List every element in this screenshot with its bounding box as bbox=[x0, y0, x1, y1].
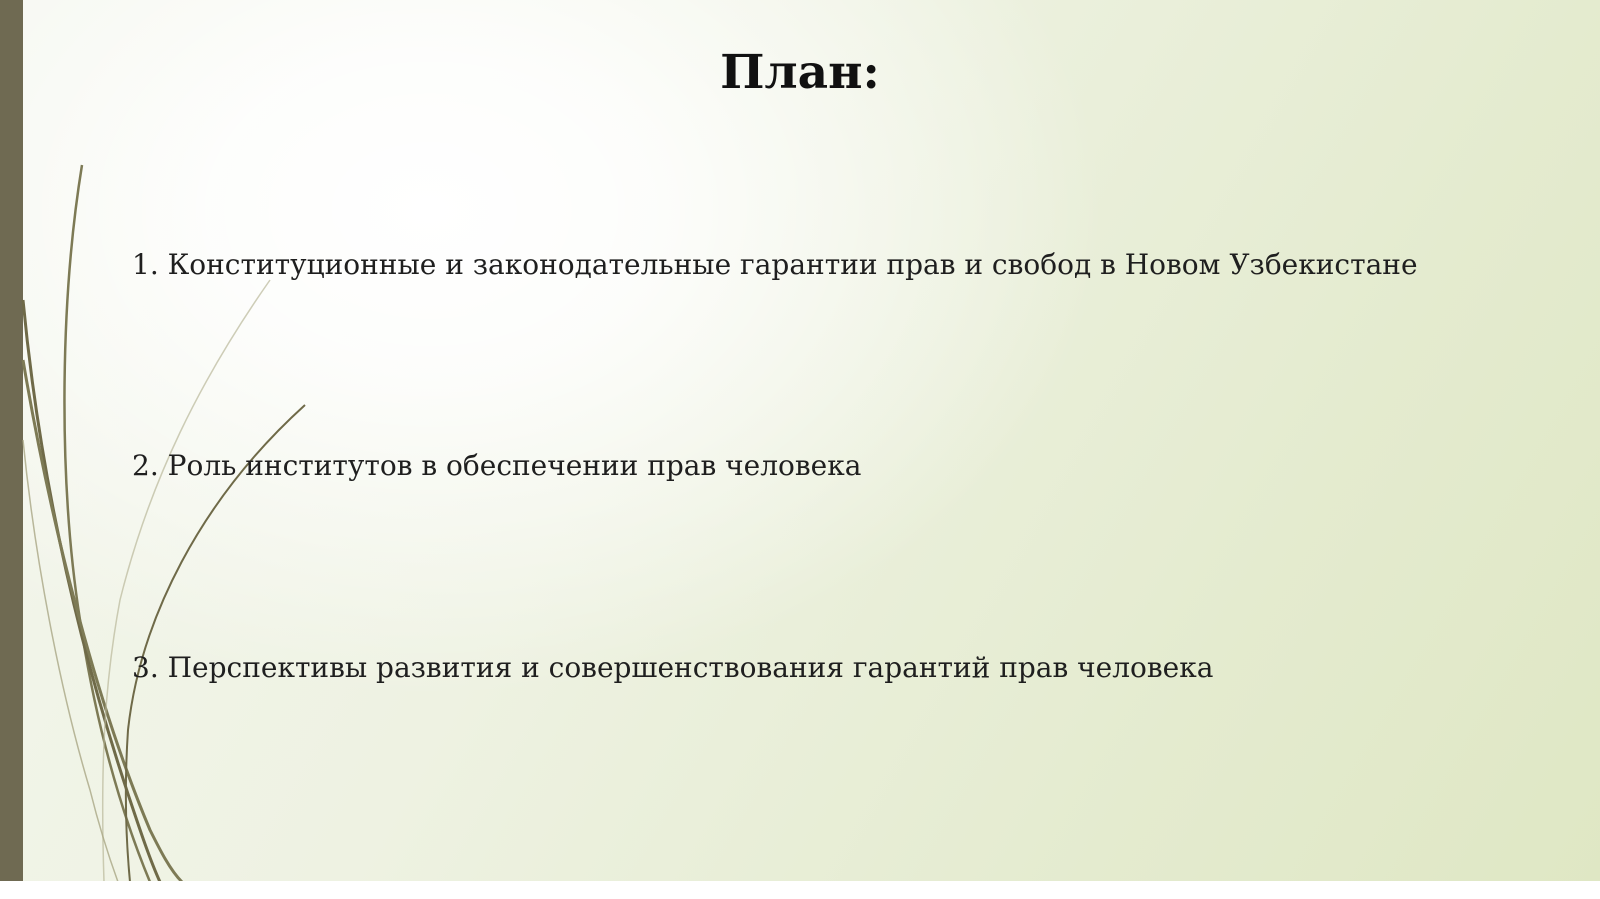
slide-title: План: bbox=[720, 45, 880, 100]
plan-item-1: 1. Конституционные и законодательные гарантии прав и свобод в Новом Узбекистане bbox=[132, 248, 1418, 281]
bottom-strip bbox=[0, 881, 1600, 899]
plan-item-3: 3. Перспективы развития и совершенствования гарантий прав человека bbox=[132, 651, 1214, 684]
plan-item-2: 2. Роль институтов в обеспечении прав человека bbox=[132, 449, 862, 482]
